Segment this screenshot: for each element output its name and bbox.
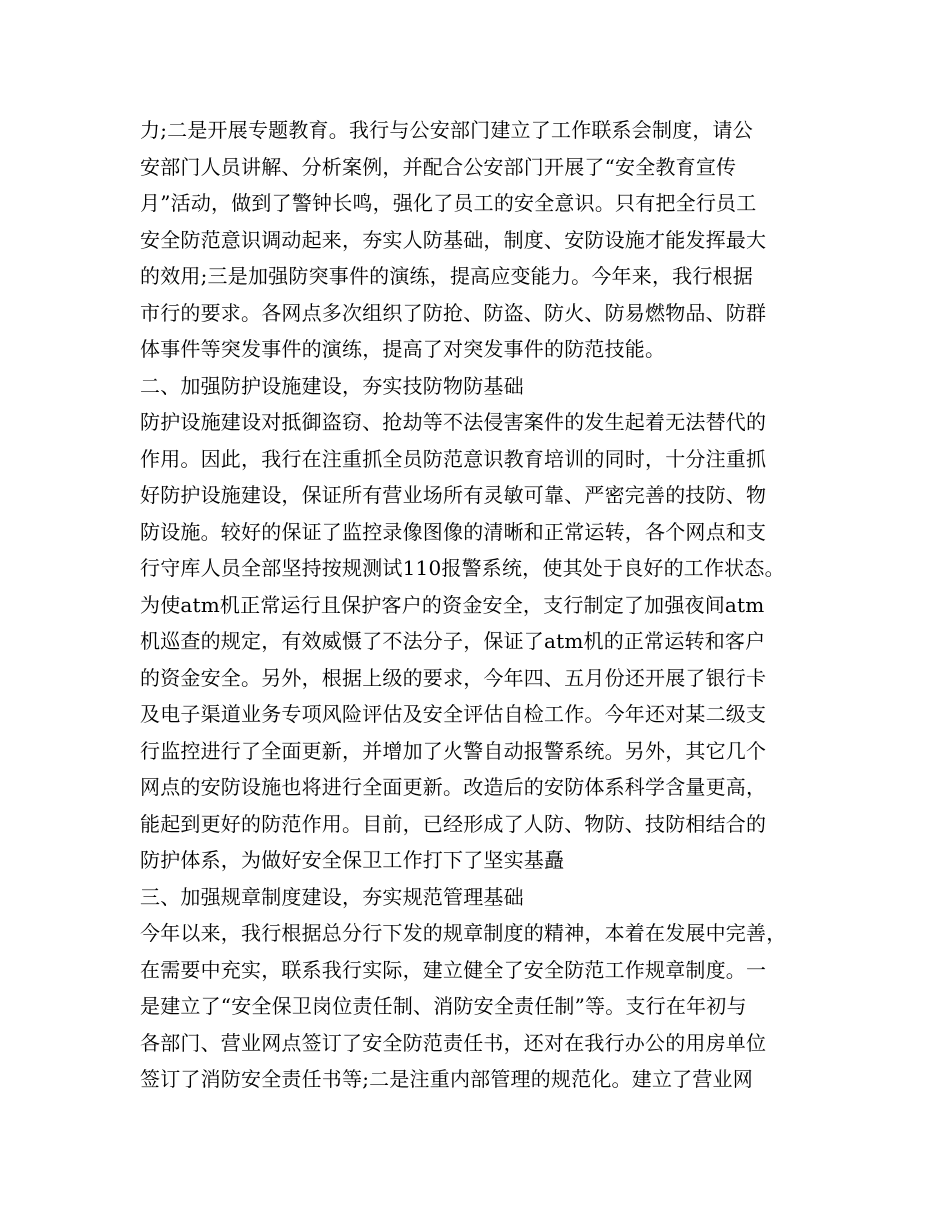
paragraph-line: 签订了消防安全责任书等;二是注重内部管理的规范化。建立了营业网 xyxy=(140,1067,753,1091)
paragraph-line: 行守库人员全部坚持按规测试110报警系统，使其处于良好的工作状态。 xyxy=(140,556,785,580)
paragraph-line: 防护体系，为做好安全保卫工作打下了坚实基矗 xyxy=(140,848,565,872)
paragraph-line: 机巡查的规定，有效威慑了不法分子，保证了atm机的正常运转和客户 xyxy=(140,629,766,653)
paragraph-line: 是建立了“安全保卫岗位责任制、消防安全责任制”等。支行在年初与 xyxy=(140,994,747,1018)
section-heading: 二、加强防护设施建设，夯实技防物防基础 xyxy=(140,373,524,398)
paragraph-line: 防护设施建设对抵御盗窃、抢劫等不法侵害案件的发生起着无法替代的 xyxy=(140,410,767,434)
document-body xyxy=(140,112,830,1098)
paragraph-line: 为使atm机正常运行且保护客户的资金安全，支行制定了加强夜间atm xyxy=(140,592,765,617)
paragraph-line: 的资金安全。另外，根据上级的要求，今年四、五月份还开展了银行卡 xyxy=(140,665,767,690)
paragraph-line: 体事件等突发事件的演练，提高了对突发事件的防范技能。 xyxy=(140,337,666,361)
paragraph-line: 安全防范意识调动起来，夯实人防基础，制度、安防设施才能发挥最大 xyxy=(140,227,767,252)
paragraph-line: 及电子渠道业务专项风险评估及安全评估自检工作。今年还对某二级支 xyxy=(140,702,767,726)
section-heading: 三、加强规章制度建设，夯实规范管理基础 xyxy=(140,884,524,909)
paragraph-line: 月”活动，做到了警钟长鸣，强化了员工的安全意识。只有把全行员工 xyxy=(140,191,757,215)
paragraph-line: 作用。因此，我行在注重抓全员防范意识教育培训的同时，十分注重抓 xyxy=(140,446,767,471)
paragraph-line: 行监控进行了全面更新，并增加了火警自动报警系统。另外，其它几个 xyxy=(140,738,767,763)
paragraph-line: 市行的要求。各网点多次组织了防抢、防盗、防火、防易燃物品、防群 xyxy=(140,300,767,325)
paragraph-line: 能起到更好的防范作用。目前，已经形成了人防、物防、技防相结合的 xyxy=(140,811,767,836)
paragraph-line: 安部门人员讲解、分析案例，并配合公安部门开展了“安全教育宣传 xyxy=(140,154,737,179)
paragraph-line: 好防护设施建设，保证所有营业场所有灵敏可靠、严密完善的技防、物 xyxy=(140,483,767,507)
paragraph-line: 的效用;三是加强防突事件的演练，提高应变能力。今年来，我行根据 xyxy=(140,264,753,288)
paragraph-line: 力;二是开展专题教育。我行与公安部门建立了工作联系会制度，请公 xyxy=(140,118,753,142)
paragraph-line: 今年以来，我行根据总分行下发的规章制度的精神，本着在发展中完善， xyxy=(140,921,787,945)
paragraph-line: 各部门、营业网点签订了安全防范责任书，还对在我行办公的用房单位 xyxy=(140,1030,767,1055)
paragraph-line: 防设施。较好的保证了监控录像图像的清晰和正常运转，各个网点和支 xyxy=(140,519,767,544)
paragraph-line: 在需要中充实，联系我行实际，建立健全了安全防范工作规章制度。一 xyxy=(140,957,767,982)
paragraph-line: 网点的安防设施也将进行全面更新。改造后的安防体系科学含量更高， xyxy=(140,775,767,799)
